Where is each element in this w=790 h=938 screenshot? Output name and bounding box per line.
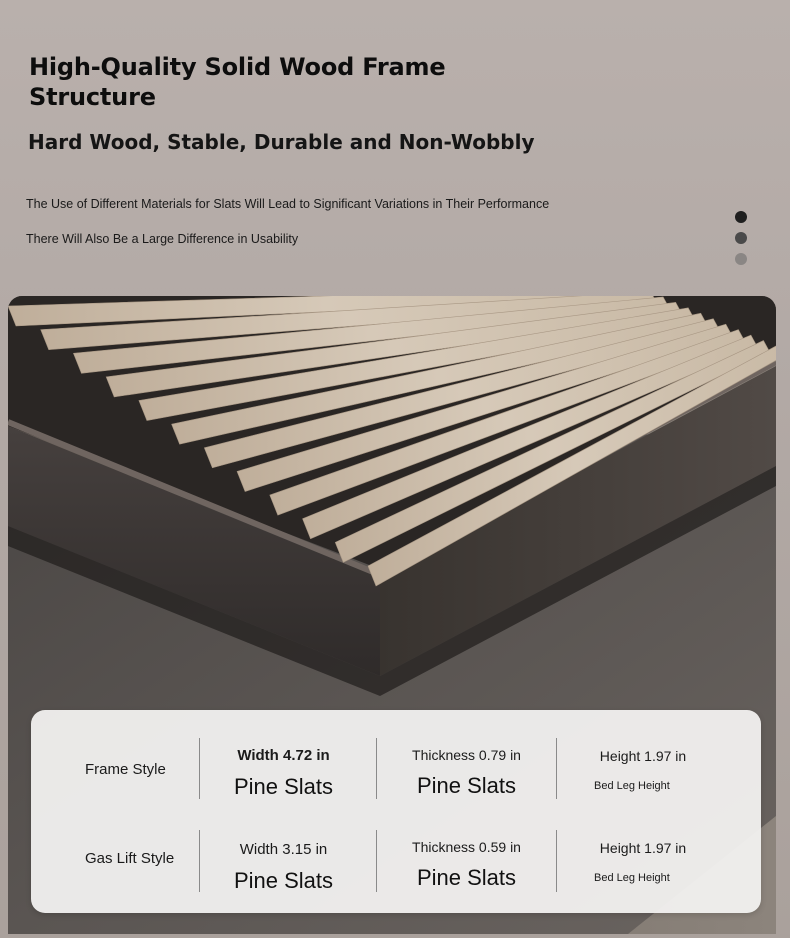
spec-width-cell [201,747,366,800]
spec-table [31,710,761,913]
spec-height-note: Bed Leg Height [594,872,670,884]
spec-height: Height 1.97 in [599,840,687,856]
carousel-indicator [735,211,748,274]
spec-width: Width 3.15 in [239,841,328,858]
spec-height-cell [558,840,726,884]
spec-width-material: Pine Slats [233,868,334,893]
divider [556,738,557,799]
spec-style-label: Gas Lift Style [85,850,175,867]
page-subtitle: Hard Wood, Stable, Durable and Non-Wobbly [28,130,535,154]
divider [376,830,377,892]
spec-height-cell [558,748,726,792]
spec-width-cell [201,841,366,894]
divider [556,830,557,892]
spec-thickness: Thickness 0.59 in [412,839,521,855]
spec-thickness-material: Pine Slats [416,773,517,798]
divider [199,830,200,892]
spec-height: Height 1.97 in [599,748,687,764]
page-title: High-Quality Solid Wood Frame Structure [29,53,446,111]
carousel-dot-2[interactable] [735,232,747,244]
spec-thickness-cell [379,747,554,799]
carousel-dot-3[interactable] [735,253,747,265]
description-line-2: There Will Also Be a Large Difference in Usability [26,232,299,246]
carousel-dot-1[interactable] [735,211,747,223]
spec-thickness-material: Pine Slats [416,865,517,890]
divider [376,738,377,799]
description-line-1: The Use of Different Materials for Slats Will Lead to Significant Variations in Their Performance [26,197,550,211]
spec-thickness-cell [379,839,554,891]
spec-width: Width 4.72 in [237,747,330,764]
spec-height-note: Bed Leg Height [594,780,670,792]
divider [199,738,200,799]
spec-style-label: Frame Style [85,761,166,778]
spec-width-material: Pine Slats [233,774,334,799]
spec-thickness: Thickness 0.79 in [412,747,521,763]
